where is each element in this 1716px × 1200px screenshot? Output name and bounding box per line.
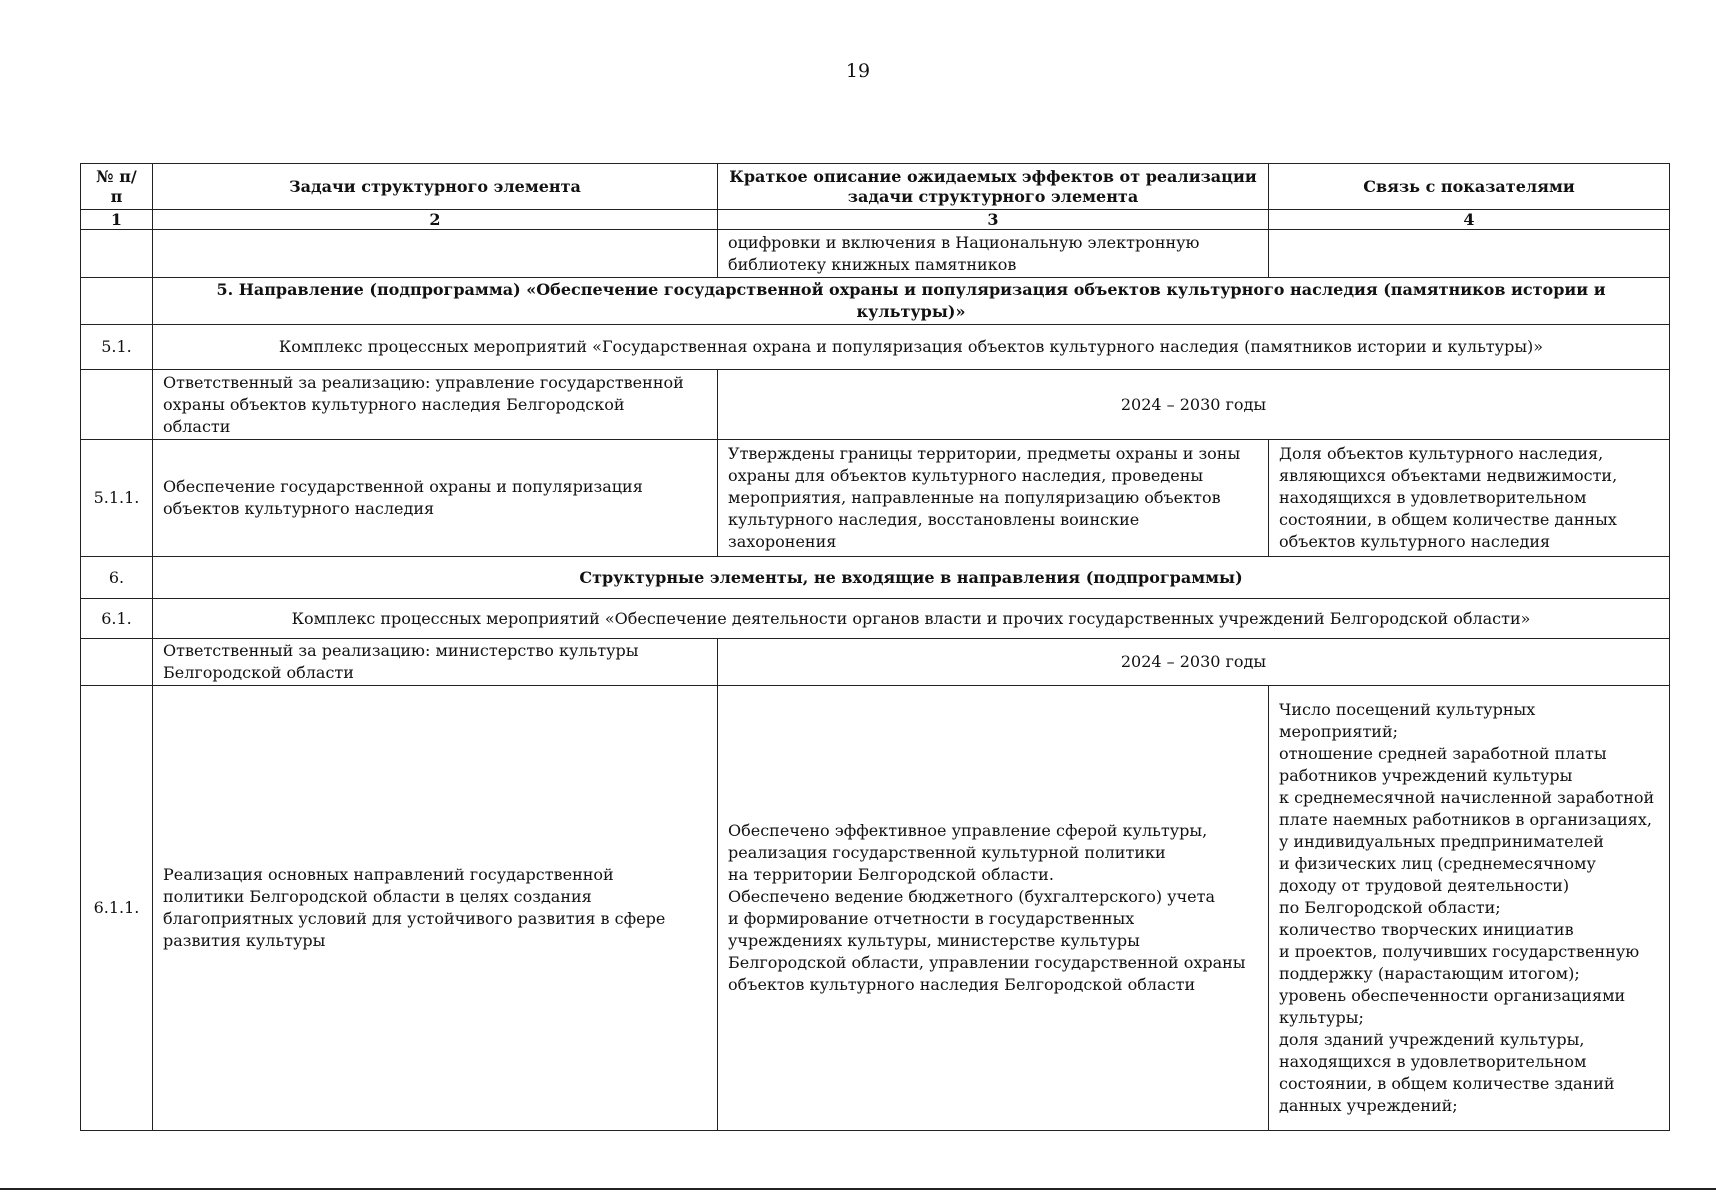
header-tasks: Задачи структурного элемента bbox=[153, 164, 718, 210]
text-line: являющихся объектами недвижимости, bbox=[1279, 466, 1618, 485]
text-line: у индивидуальных предпринимателей bbox=[1279, 832, 1604, 851]
empty-cell bbox=[81, 370, 153, 440]
process-complex-title: Комплекс процессных мероприятий «Обеспечение деятельности органов власти и прочих государственных учреждений Белгородской области» bbox=[153, 599, 1670, 639]
text-line: объектов культурного наследия Белгородской области bbox=[728, 975, 1196, 994]
text-line: уровень обеспеченности организациями bbox=[1279, 986, 1626, 1005]
row-5-1-1 bbox=[81, 440, 1670, 557]
text-line: культуры; bbox=[1279, 1008, 1364, 1027]
column-numbers-row bbox=[81, 210, 1670, 230]
text-line: Обеспечение государственной охраны и популяризация bbox=[163, 477, 643, 496]
text-line: и физических лиц (среднемесячному bbox=[1279, 854, 1596, 873]
text-line: поддержку (нарастающим итогом); bbox=[1279, 964, 1580, 983]
text-line: мероприятия, направленные на популяризацию объектов bbox=[728, 488, 1221, 507]
section-5-row bbox=[81, 278, 1670, 325]
page-number: 19 bbox=[845, 60, 871, 82]
header-number: № п/п bbox=[81, 164, 153, 210]
text-line: Белгородской области bbox=[163, 663, 354, 682]
text-line: работников учреждений культуры bbox=[1279, 766, 1573, 785]
text-line: находящихся в удовлетворительном bbox=[1279, 1052, 1587, 1071]
text-line: данных учреждений; bbox=[1279, 1096, 1458, 1115]
empty-cell bbox=[81, 278, 153, 325]
text-line: и проектов, получивших государственную bbox=[1279, 942, 1640, 961]
structural-elements-table bbox=[80, 163, 1670, 1131]
indicator-text bbox=[1269, 686, 1670, 1131]
text-line: учреждениях культуры, министерстве культуры bbox=[728, 931, 1140, 950]
text-line: области bbox=[163, 416, 231, 436]
text-line: объектов культурного наследия bbox=[163, 499, 435, 518]
text-line: находящихся в удовлетворительном bbox=[1279, 488, 1587, 507]
header-indicators: Связь с показателями bbox=[1269, 164, 1670, 210]
text-line: развития культуры bbox=[163, 931, 326, 950]
text-line: на территории Белгородской области. bbox=[728, 865, 1054, 884]
text-line: благоприятных условий для устойчивого развития в сфере bbox=[163, 909, 666, 928]
effect-text bbox=[718, 686, 1269, 1131]
bottom-scan-edge bbox=[0, 1188, 1716, 1190]
row-number: 6. bbox=[81, 557, 153, 599]
text-line: состоянии, в общем количестве данных bbox=[1279, 510, 1617, 529]
text-line: состоянии, в общем количестве зданий bbox=[1279, 1074, 1615, 1093]
text-line: Белгородской области, управлении государственной охраны bbox=[728, 953, 1246, 972]
row-5-1 bbox=[81, 325, 1670, 370]
text-line: охраны для объектов культурного наследия, проведены bbox=[728, 466, 1204, 485]
responsible-6-1-row bbox=[81, 639, 1670, 686]
text-line: Обеспечено эффективное управление сферой культуры, bbox=[728, 821, 1208, 840]
text-line: доля зданий учреждений культуры, bbox=[1279, 1030, 1585, 1049]
text-line: охраны объектов культурного наследия Белгородской bbox=[163, 394, 625, 414]
column-number: 2 bbox=[153, 210, 718, 230]
row-6 bbox=[81, 557, 1670, 599]
text-line: оцифровки и включения в Национальную электронную bbox=[728, 232, 1200, 252]
text-line: Ответственный за реализацию: министерство культуры bbox=[163, 641, 639, 660]
text-line: Обеспечено ведение бюджетного (бухгалтерского) учета bbox=[728, 887, 1216, 906]
text-line: к среднемесячной начисленной заработной bbox=[1279, 788, 1655, 807]
row-number: 6.1. bbox=[81, 599, 153, 639]
text-line: Реализация основных направлений государственной bbox=[163, 865, 614, 884]
text-line: отношение средней заработной платы bbox=[1279, 744, 1607, 763]
implementation-period: 2024 – 2030 годы bbox=[718, 639, 1670, 686]
responsible-text bbox=[153, 370, 718, 440]
continuation-row bbox=[81, 230, 1670, 278]
text-line: Число посещений культурных bbox=[1279, 700, 1536, 719]
empty-cell bbox=[1269, 230, 1670, 278]
text-line: плате наемных работников в организациях, bbox=[1279, 810, 1652, 829]
text-line: и формирование отчетности в государственных bbox=[728, 909, 1135, 928]
text-line: Доля объектов культурного наследия, bbox=[1279, 444, 1604, 463]
task-text bbox=[153, 440, 718, 557]
effect-text bbox=[718, 440, 1269, 557]
responsible-text bbox=[153, 639, 718, 686]
responsible-5-1-row bbox=[81, 370, 1670, 440]
implementation-period: 2024 – 2030 годы bbox=[718, 370, 1670, 440]
text-line: по Белгородской области; bbox=[1279, 898, 1501, 917]
text-line: доходу от трудовой деятельности) bbox=[1279, 876, 1570, 895]
text-line: Утверждены границы территории, предметы охраны и зоны bbox=[728, 444, 1241, 463]
column-number: 4 bbox=[1269, 210, 1670, 230]
text-line: объектов культурного наследия bbox=[1279, 532, 1551, 551]
text-line: библиотеку книжных памятников bbox=[728, 254, 1017, 274]
column-number: 3 bbox=[718, 210, 1269, 230]
section-6-title: Структурные элементы, не входящие в направления (подпрограммы) bbox=[153, 557, 1670, 599]
row-6-1 bbox=[81, 599, 1670, 639]
text-line: политики Белгородской области в целях создания bbox=[163, 887, 592, 906]
row-number: 5.1.1. bbox=[81, 440, 153, 557]
empty-cell bbox=[81, 639, 153, 686]
section-5-title: 5. Направление (подпрограмма) «Обеспечение государственной охраны и популяризация объектов культурного наследия (памятников истории и культуры)» bbox=[153, 278, 1670, 325]
row-number: 6.1.1. bbox=[81, 686, 153, 1131]
text-line: количество творческих инициатив bbox=[1279, 920, 1574, 939]
row-6-1-1 bbox=[81, 686, 1670, 1131]
row-number: 5.1. bbox=[81, 325, 153, 370]
header-effects: Краткое описание ожидаемых эффектов от реализации задачи структурного элемента bbox=[718, 164, 1269, 210]
process-complex-title: Комплекс процессных мероприятий «Государственная охрана и популяризация объектов культурного наследия (памятников истории и культуры)» bbox=[153, 325, 1670, 370]
continuation-text bbox=[718, 230, 1269, 278]
empty-cell bbox=[153, 230, 718, 278]
indicator-text bbox=[1269, 440, 1670, 557]
text-line: культурного наследия, восстановлены воинские bbox=[728, 510, 1140, 529]
header-row bbox=[81, 164, 1670, 210]
column-number: 1 bbox=[81, 210, 153, 230]
text-line: Ответственный за реализацию: управление государственной bbox=[163, 372, 684, 392]
task-text bbox=[153, 686, 718, 1131]
text-line: мероприятий; bbox=[1279, 722, 1399, 741]
empty-cell bbox=[81, 230, 153, 278]
text-line: захоронения bbox=[728, 532, 837, 551]
text-line: реализация государственной культурной политики bbox=[728, 843, 1166, 862]
